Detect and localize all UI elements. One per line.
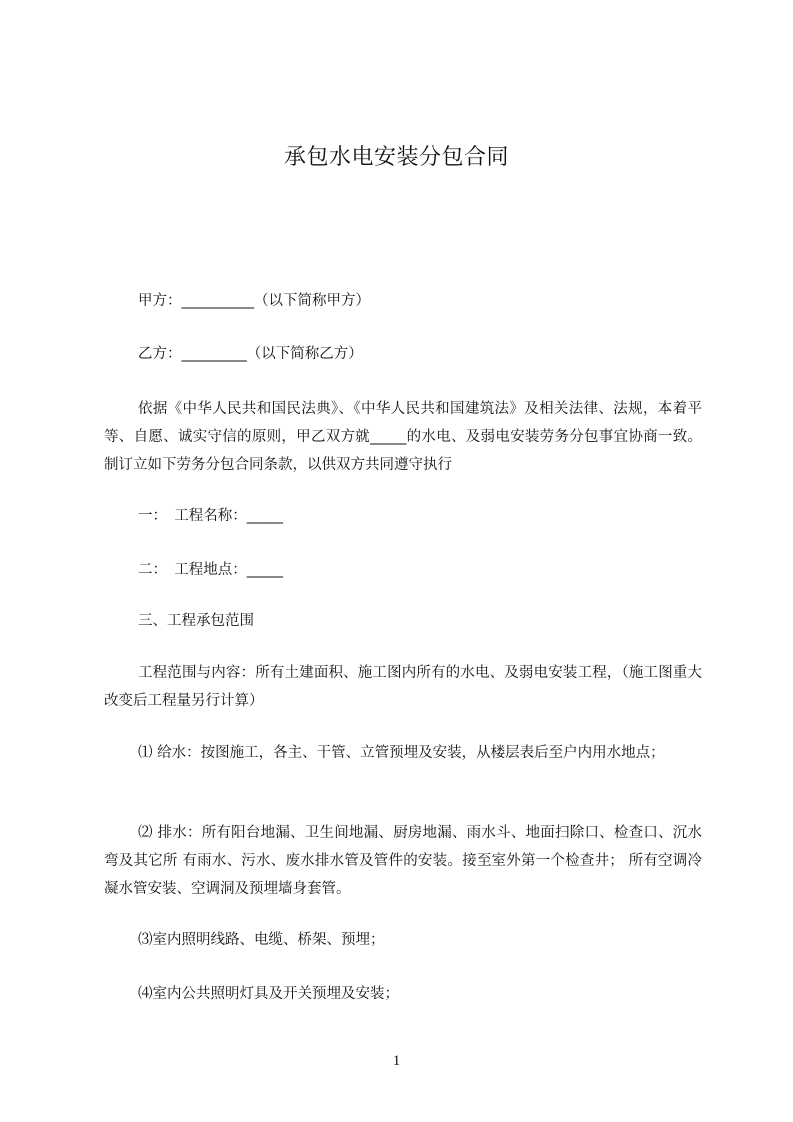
item-public-lighting: ⑷室内公共照明灯具及开关预埋及安装； xyxy=(138,986,399,1002)
item-lighting-circuits: ⑶室内照明线路、电缆、桥架、预埋； xyxy=(138,932,385,948)
party-b-line: 乙方：_________（以下简称乙方） xyxy=(138,346,363,362)
item-water-supply: ⑴ 给水：按图施工，各主、干管、立管预埋及安装，从楼层表后至户内用水地点； xyxy=(138,745,665,761)
page-number: 1 xyxy=(392,1053,401,1069)
intro-paragraph: 依据《中华人民共和国民法典》、《中华人民共和国建筑法》及相关法律、法规，本着平等、自愿、诚实守信的原则，甲乙双方就_____的水电、及弱电安装劳务分包事宜协商一致。制订立如下劳务分包合同条款，以供双方共同遵守执行 xyxy=(104,401,702,473)
scope-paragraph: 工程范围与内容：所有土建面积、施工图内所有的水电、及弱电安装工程，（施工图重大改变后工程量另行计算） xyxy=(104,665,702,709)
item-drainage: ⑵ 排水：所有阳台地漏、卫生间地漏、厨房地漏、雨水斗、地面扫除口、检查口、沉水弯及其它所 有雨水、污水、废水排水管及管件的安装。接至室外第一个检查井； 所有空调冷凝水管安装、空调洞及预埋墙身套管。 xyxy=(104,825,702,897)
party-a-line: 甲方：__________（以下简称甲方） xyxy=(138,293,370,309)
section-scope-heading: 三、工程承包范围 xyxy=(138,613,254,629)
section-project-name: 一： 工程名称：_____ xyxy=(138,508,283,524)
section-project-location: 二： 工程地点：_____ xyxy=(138,562,283,578)
document-title: 承包水电安装分包合同 xyxy=(283,145,509,170)
